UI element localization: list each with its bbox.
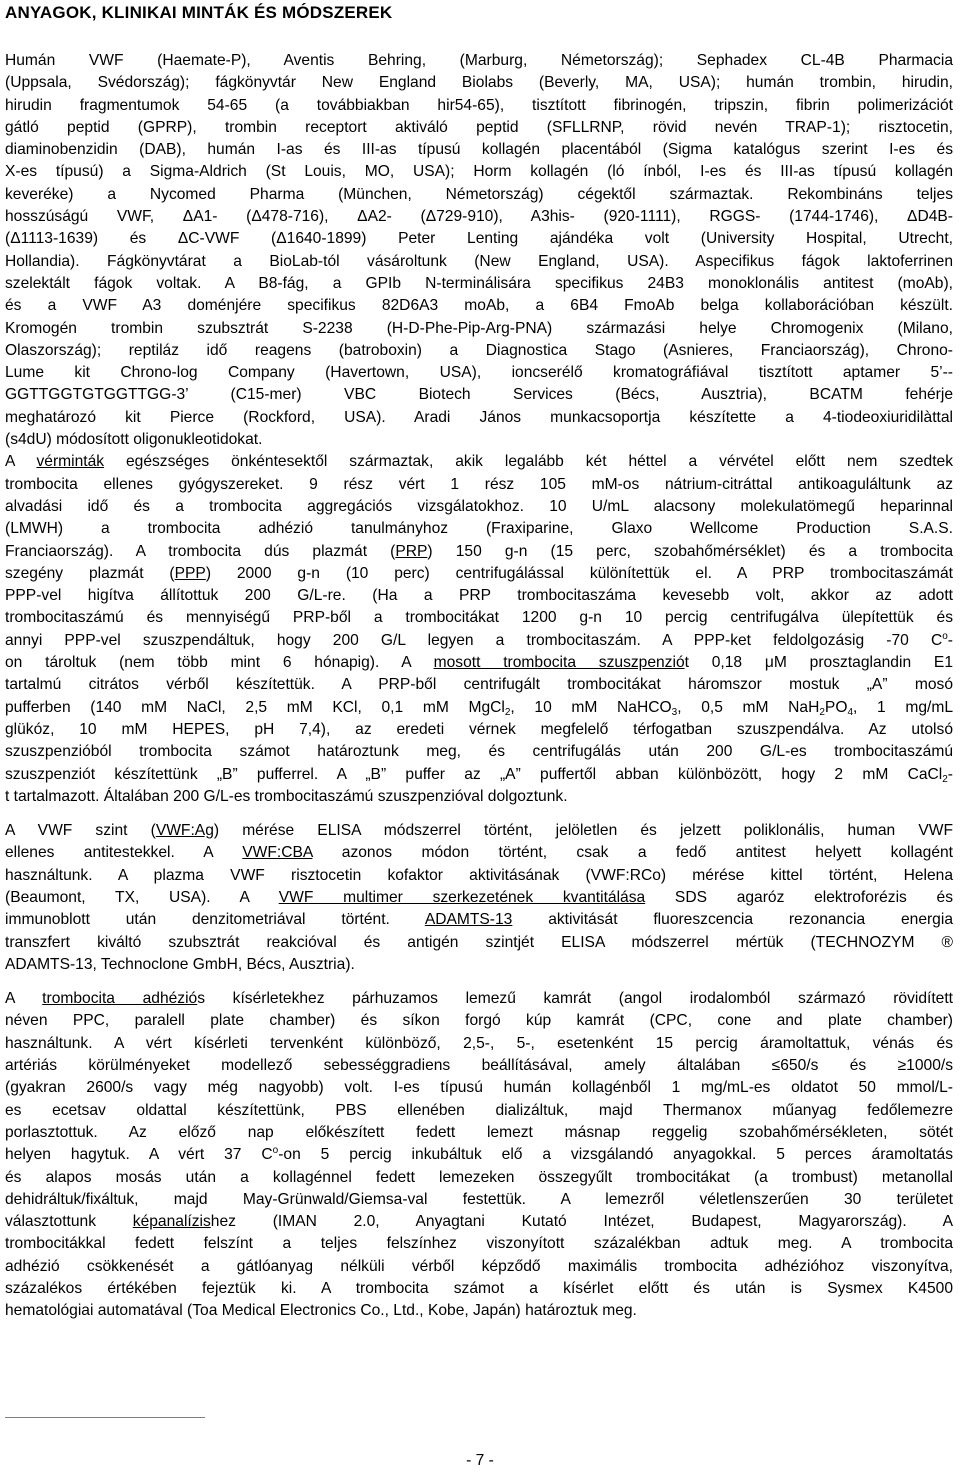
- paragraph-platelet-adhesion: [5, 988, 953, 1322]
- underlined-term: ADAMTS-13: [424, 911, 513, 929]
- text-line: PPP-vel higítva állítottuk 200 G/L-re. (Ha a PRP trombocitaszáma kevesebb volt, akkor az adott: [5, 587, 953, 605]
- text-line: t tartalmazott. Általában 200 G/L-es trombocitaszámú szuszpenzióval dolgoztunk.: [5, 787, 568, 805]
- underlined-term: VWF:CBA: [242, 844, 313, 862]
- text-line: százalékos értékében fejeztük ki. A trombocita számot a kísérlet előtt és után is Sysmex K4500: [5, 1280, 953, 1298]
- text-line: ADAMTS-13, Technoclone GmbH, Bécs, Ausztria).: [5, 955, 355, 973]
- text-line: Franciaország). A trombocita dús plazmát (PRP) 150 g-n (15 perc, szobahőmérséklet) és a trombocita: [5, 542, 954, 560]
- text-line: A vérminták egészséges önkéntesektől származtak, akik legalább két héttel a vérvétel előtt nem szedtek: [5, 453, 954, 471]
- text-line: immunoblott után denzitometriával történt. ADAMTS-13 aktivitását fluoreszcencia rezonancia energia: [5, 911, 953, 929]
- text-line: Humán VWF (Haemate-P), Aventis Behring, (Marburg, Németország); Sephadex CL-4B Pharmacia: [5, 52, 953, 69]
- text-line: transzfert kiváltó szubsztrát reakcióval és antigén szintjét ELISA módszerrel mértük (TECHNOZYM ®: [5, 933, 953, 951]
- text-line: gátló peptid (GPRP), trombin receptort aktiváló peptid (SFLLRNP, rövid nevén TRAP-1); risztocetin,: [5, 118, 953, 136]
- underlined-term: VWF multimer szerkezetének kvantitálása: [278, 888, 646, 906]
- text-line: hirudin fragmentumok 54-65 (a továbbiakban hir54-65), tisztított fibrinogén, tripszin, fibrin polimerizációt: [5, 96, 953, 114]
- text-line: használtunk. A plazma VWF risztocetin kofaktor aktivitásának (VWF:RCo) mérése kittel történt, Helena: [5, 866, 953, 884]
- section-heading: ANYAGOK, KLINIKAI MINTÁK ÉS MÓDSZEREK: [5, 3, 393, 22]
- paragraph-blood-samples: [5, 451, 953, 808]
- text-line: szegény plazmát (PPP) 2000 g-n (10 perc) centrifugálással különítettük el. A PRP trombocitaszámát: [5, 564, 953, 582]
- text-line: (Δ1113-1639) és ΔC-VWF (Δ1640-1899) Peter Lenting ajándéka volt (University Hospital, Utrecht,: [5, 230, 953, 248]
- text-line: keveréke) a Nycomed Pharma (München, Németország) cégektől származtak. Rekombináns teljes: [5, 185, 953, 203]
- text-line: X-es típusú) a Sigma-Aldrich (St Louis, MO, USA); Horm kollagén (ló ínból, I-es és III-as típusú kollagén: [5, 163, 953, 181]
- underlined-term: vérminták: [36, 453, 105, 471]
- text-line: helyen hagytuk. A vért 37 $C^o-on$ 5 percig inkubáltuk elő a vizsgálandó anyagokkal. 5 perces áramoltatás: [5, 1145, 954, 1164]
- document-body: [5, 50, 953, 1323]
- text-line: használtunk. A vért kísérleti tervenként különböző, 2,5-, 5-, esetenként 15 percig áramoltattuk, vénás és: [5, 1034, 953, 1052]
- text-line: meghatározó kit Pierce (Rockford, USA). Aradi János munkacsoportja készítette a 4-tiodeoxiuridilàttal: [5, 408, 953, 426]
- text-line: (gyakran 2600/s vagy még nagyobb) volt. I-es típusú humán kollagénből 1 mg/mL-es oldatot 50 mmol/L-: [5, 1079, 953, 1097]
- paragraph-vwf-assays: [5, 820, 953, 976]
- text-line: adhézió csökkenését a gátlóanyag nélküli vérből képződő maximális trombocita adhézióhoz viszonyítva,: [5, 1257, 953, 1275]
- underlined-term: PRP: [395, 542, 428, 560]
- text-line: és a VWF A3 doménjére specifikus 82D6A3 moAb, a 6B4 FmoAb belga kollaborációban készült.: [5, 297, 953, 315]
- text-line: tartalmú citrátos vérből készítettük. A PRP-ből centrifugált trombocitákat háromszor mostuk „A” mosó: [5, 676, 953, 694]
- text-line: Kromogén trombin szubsztrát S-2238 (H-D-Phe-Pip-Arg-PNA) származási helye Chromogenix (Milano,: [5, 319, 953, 337]
- text-line: Hollandia). Fágkönyvtárat a BioLab-tól vásároltunk (New England, USA). Aspecifikus fágok laktoferrinen: [5, 252, 953, 270]
- text-line: Olaszország); reptiláz idő reagens (batroboxin) a Diagnostica Stago (Asnieres, Franciaország), Chrono-: [5, 341, 953, 359]
- text-line: hematológiai automatával (Toa Medical Electronics Co., Ltd., Kobe, Japán) határoztuk meg.: [5, 1302, 637, 1320]
- page-number: - 7 -: [466, 1452, 494, 1469]
- text-line: szuszpenzióból trombocita számot határoztunk meg, és centrifugálás után 200 G/L-es trombocitaszámú: [5, 743, 953, 761]
- text-line: GGTTGGTGTGGTTGG-3’ (C15-mer) VBC Biotech Services (Bécs, Ausztria), BCATM fehérje: [5, 386, 953, 404]
- text-line: szelektált fágok voltak. A B8-fág, a GPIb N-terminálisára specifikus 24B3 monoklonális antitest (moAb),: [5, 274, 953, 292]
- paragraph-materials: [5, 50, 953, 451]
- text-line: néven PPC, paralell plate chamber) és síkon forgó kúp kamrát (CPC, cone and plate chamber): [5, 1012, 953, 1030]
- text-line: annyi PPP-vel szuszpendáltuk, hogy 200 G/L legyen a trombocitaszám. A PPP-ket feldolgozásig -70 $C^o-$: [5, 630, 953, 649]
- text-line: (s4dU) módosított oligonukleotidokat.: [5, 431, 263, 449]
- text-line: A VWF szint (VWF:Ag) mérése ELISA módszerrel történt, jelöletlen és jelzett poliklonális, human VWF: [5, 822, 953, 840]
- text-line: glükóz, 10 mM HEPES, pH 7,4), az eredeti vérnek megfelelő térfogatban szuszpendálva. Az utolsó: [5, 720, 953, 738]
- underlined-term: képanalízis: [132, 1213, 211, 1231]
- underlined-term: trombocita adhézió: [42, 990, 198, 1008]
- paragraph-gap: [5, 808, 953, 820]
- text-line: szuszpenziót készítettünk „B” pufferrel. A „B” puffer az „A” puffertől abban különbözött, hogy 2 mM CaCl$_2$-: [5, 765, 953, 785]
- text-line: dehidráltuk/fixáltuk, majd May-Grünwald/Giemsa-val festettük. A lemezről véletlenszerűen 30 területet: [5, 1190, 953, 1208]
- text-line: A trombocita adhéziós kísérletekhez párhuzamos lemezű kamrát (angol irodalomból származó rövidített: [5, 990, 953, 1008]
- text-line: hosszúságú VWF, ΔA1- (Δ478-716), ΔA2- (Δ729-910), A3his- (920-1111), RGGS- (1744-1746), ΔD4B-: [5, 208, 953, 226]
- text-line: (LMWH) a trombocita adhézió tanulmányhoz (Fraxiparine, Glaxo Wellcome Production S.A.S.: [5, 520, 953, 538]
- underlined-term: VWF:Ag: [155, 822, 214, 840]
- footer-divider: [5, 1417, 205, 1418]
- text-line: on tároltuk (nem több mint 6 hónapig). A mosott trombocita szuszpenziót 0,18 μM prosztaglandin E1: [5, 654, 953, 672]
- text-line: trombocita ellenes gyógyszereket. 9 rész vért 1 rész 105 mM-os nátrium-citráttal antikoaguláltunk az: [5, 475, 953, 493]
- text-line: (Uppsala, Svédország); fágkönyvtár New England Biolabs (Beverly, MA, USA); humán trombin, hirudin,: [5, 74, 953, 92]
- text-line: porlasztottuk. Az előző nap előkészített fedett lemezt másnap reggelig szobahőmérsékleten, sötét: [5, 1123, 953, 1141]
- text-line: pufferben (140 mM NaCl, 2,5 mM KCl, 0,1 mM MgCl$_2$, 10 mM NaHCO$_3$, 0,5 mM $NaH_2PO_4$, 1 mg/mL: [5, 698, 953, 718]
- text-line: és alapos mosás után a kollagénnel fedett lemezeken összegyűlt trombocitákat (a trombust) metanollal: [5, 1168, 953, 1186]
- underlined-term: PPP: [174, 564, 206, 582]
- text-line: alvadási idő és a trombocita aggregációs vizsgálatokhoz. 10 U/mL alacsony molekulatömegű heparinnal: [5, 497, 953, 515]
- text-line: trombocitákkal fedett felszínt a teljes felszínhez viszonyított százalékban adtuk meg. A trombocita: [5, 1235, 953, 1253]
- text-line: artériás körülményeket modellező sebességgradiens beállításával, amely általában ≤650/s és ≥1000/s: [5, 1057, 953, 1075]
- underlined-term: mosott trombocita szuszpenzió: [433, 654, 685, 672]
- paragraph-gap: [5, 976, 953, 988]
- text-line: választottunk képanalízishez (IMAN 2.0, Anyagtani Kutató Intézet, Budapest, Magyarország). A: [5, 1213, 953, 1231]
- text-line: ellenes antitestekkel. A VWF:CBA azonos módon történt, csak a fedő antitest helyett kollagént: [5, 844, 953, 862]
- text-line: es ecetsav oldattal készítettünk, PBS ellenében dializáltuk, majd Thermanox műanyag fedőlemezre: [5, 1101, 953, 1119]
- text-line: Lume kit Chrono-log Company (Havertown, USA), ioncserélő kromatográfiával tisztított aptamer 5’--: [5, 364, 953, 382]
- text-line: diaminobenzidin (DAB), humán I-as és III-as típusú kollagén placentából (Sigma katalógus szerint I-es és: [5, 141, 953, 159]
- text-line: trombocitaszámú és mennyiségű PRP-ből a trombocitákat 1200 g-n 10 percig centrifugálva ülepítettük és: [5, 609, 953, 627]
- text-line: (Beaumont, TX, USA). A VWF multimer szerkezetének kvantitálása SDS agaróz elektroforézis és: [5, 888, 954, 906]
